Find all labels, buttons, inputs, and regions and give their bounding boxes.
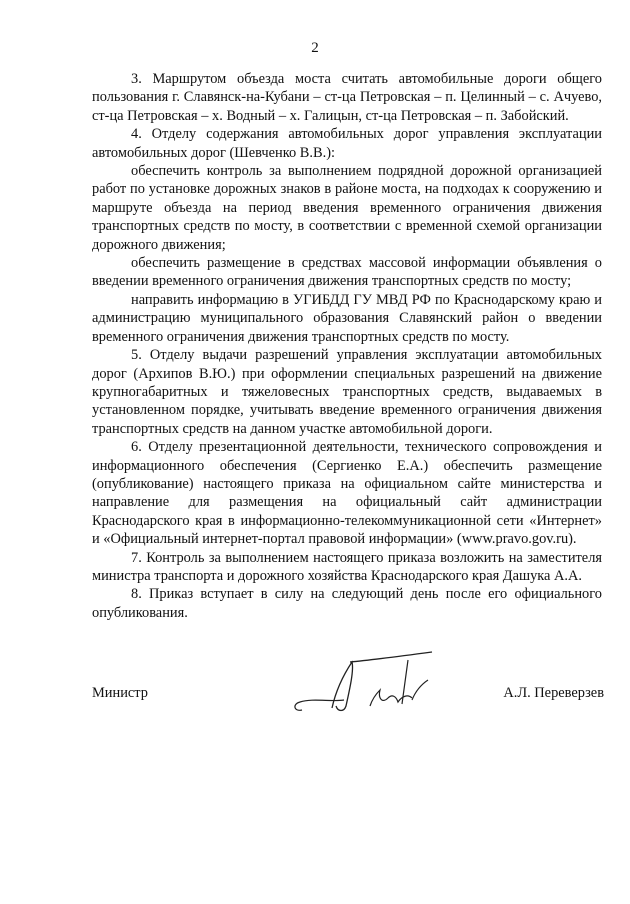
paragraph-control-works: обеспечить контроль за выполнением подрядной дорожной организацией работ по установке дорожных знаков в районе моста, на подходах к сооружению и маршруте объезда на период введения временного ограничения движения транспортных средств по мосту, в соответствии с временной схемой организации дорожного движения; — [92, 163, 602, 253]
paragraph-route: 3. Маршрутом объезда моста считать автомобильные дороги общего пользования г. Славянск-на-Кубани – ст-ца Петровская – п. Целинный – с. Ачуево, ст-ца Петровская – х. Водный – х. Галицын, ст-ца Петровская – п. Забойский. — [92, 71, 602, 124]
signature-block — [92, 640, 604, 730]
paragraph-publication: 6. Отделу презентационной деятельности, технического сопровождения и информационного обеспечения (Сергиенко Е.А.) обеспечить размещение (опубликование) настоящего приказа на официальном сайте министерства и направление для размещения на официальный сайт администрации Краснодарского края в информационно-телекоммуникационной сети «Интернет» и «Официальный интернет-портал правовой информации» (www.pravo.gov.ru). — [92, 439, 602, 548]
paragraph-traffic-police: направить информацию в УГИБДД ГУ МВД РФ по Краснодарскому краю и администрацию муниципального образования Славянский район о введении временного ограничения движения транспортных средств по мосту. — [92, 291, 602, 345]
page-number: 2 — [311, 40, 319, 56]
signer-name: А.Л. Переверзев — [503, 685, 604, 701]
paragraph-effective-date: 8. Приказ вступает в силу на следующий день после его официального опубликования. — [92, 586, 602, 621]
paragraph-media-notice: обеспечить размещение в средствах массовой информации объявления о введении временного ограничения движения транспортных средств по мосту; — [92, 255, 602, 290]
signer-position: Министр — [92, 685, 148, 701]
paragraph-control: 7. Контроль за выполнением настоящего приказа возложить на заместителя министра транспорта и дорожного хозяйства Краснодарского края Дашука А.А. — [92, 549, 602, 584]
paragraph-maintenance-dept: 4. Отделу содержания автомобильных дорог управления эксплуатации автомобильных дорог (Шевченко В.В.): — [92, 126, 602, 161]
document-body — [92, 70, 602, 622]
paragraph-permits-dept: 5. Отделу выдачи разрешений управления эксплуатации автомобильных дорог (Архипов В.Ю.) при оформлении специальных разрешений на движение крупногабаритных и тяжеловесных транспортных средств, выдаваемых в установленном порядке, учитывать введение временного ограничения движения транспортных средств на данном участке автомобильной дороги. — [92, 347, 602, 437]
handwritten-signature — [292, 640, 442, 720]
